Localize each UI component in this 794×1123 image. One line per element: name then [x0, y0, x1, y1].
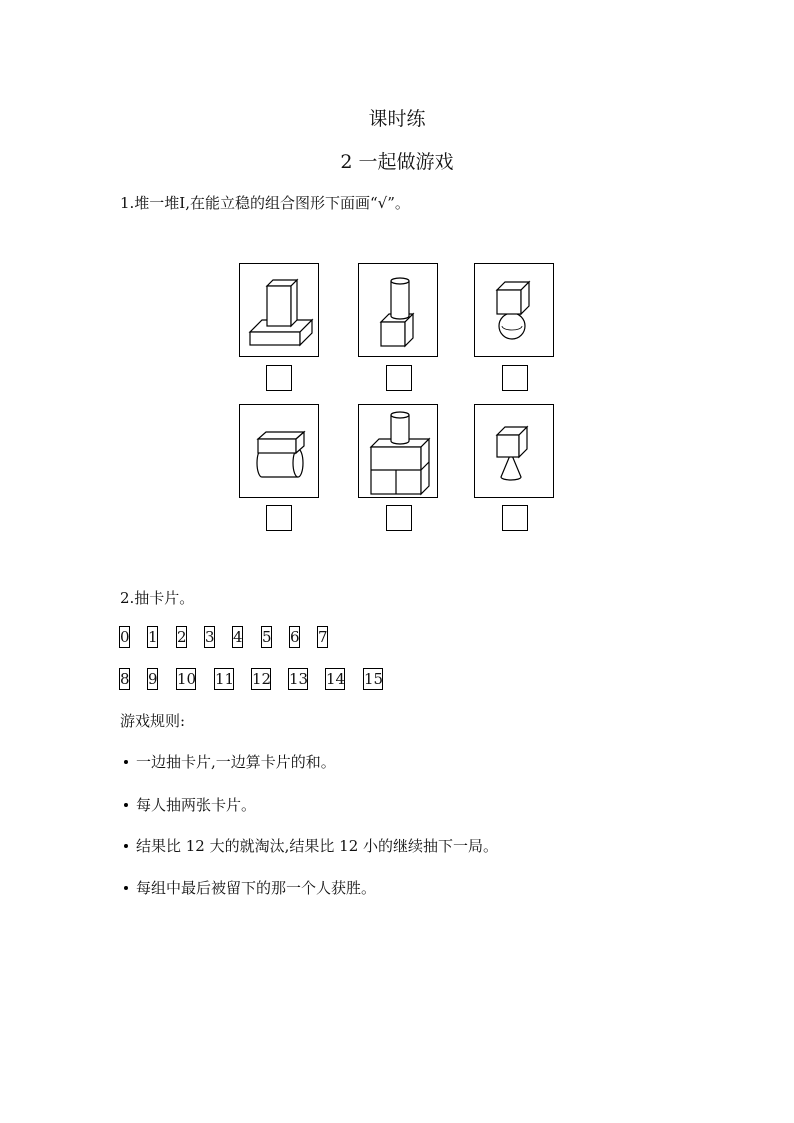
rule-item	[124, 751, 336, 772]
number-card[interactable]: 12	[252, 670, 272, 688]
number-card[interactable]: 3	[205, 628, 215, 646]
rule-text: 结果比 12 大的就淘汰,结果比 12 小的继续抽下一局。	[136, 837, 499, 855]
answer-box[interactable]	[502, 365, 528, 391]
figure-cylinder-on-four-blocks	[358, 404, 438, 498]
number-card[interactable]: 10	[177, 670, 197, 688]
number-card[interactable]: 6	[290, 628, 300, 646]
rule-text: 每组中最后被留下的那一个人获胜。	[136, 879, 377, 897]
bullet-dot	[124, 886, 128, 890]
number-card[interactable]: 7	[318, 628, 328, 646]
figure-cube-on-cone-tip	[474, 404, 554, 498]
bullet-dot	[124, 760, 128, 764]
rule-text: 每人抽两张卡片。	[136, 796, 257, 814]
answer-box[interactable]	[502, 505, 528, 531]
number-card[interactable]: 13	[289, 670, 309, 688]
rule-item	[124, 794, 256, 815]
question-2-text: 2.抽卡片。	[120, 589, 195, 607]
answer-box[interactable]	[386, 505, 412, 531]
rule-item	[124, 877, 376, 898]
number-card[interactable]: 15	[364, 670, 384, 688]
number-card[interactable]: 0	[120, 628, 130, 646]
number-card[interactable]: 4	[233, 628, 243, 646]
figure-cuboid-on-slab	[239, 263, 319, 357]
rule-item	[124, 835, 498, 856]
figure-cuboid-on-lying-cylinder	[239, 404, 319, 498]
bullet-dot	[124, 803, 128, 807]
question-1-text: 1.堆一堆Ⅰ,在能立稳的组合图形下面画“√”。	[120, 194, 410, 212]
answer-box[interactable]	[386, 365, 412, 391]
rule-text: 一边抽卡片,一边算卡片的和。	[136, 753, 336, 771]
number-card[interactable]: 14	[326, 670, 346, 688]
number-card[interactable]: 11	[215, 670, 235, 688]
answer-box[interactable]	[266, 505, 292, 531]
rules-title: 游戏规则:	[120, 712, 186, 730]
page-title: 课时练	[368, 108, 426, 130]
bullet-dot	[124, 844, 128, 848]
figure-cylinder-on-cube	[358, 263, 438, 357]
answer-box[interactable]	[266, 365, 292, 391]
number-card[interactable]: 2	[177, 628, 187, 646]
number-card[interactable]: 5	[262, 628, 272, 646]
number-card[interactable]: 8	[120, 670, 130, 688]
figure-cube-on-sphere	[474, 263, 554, 357]
number-card[interactable]: 9	[148, 670, 158, 688]
number-card[interactable]: 1	[148, 628, 158, 646]
lesson-subtitle: 2 一起做游戏	[340, 151, 454, 173]
